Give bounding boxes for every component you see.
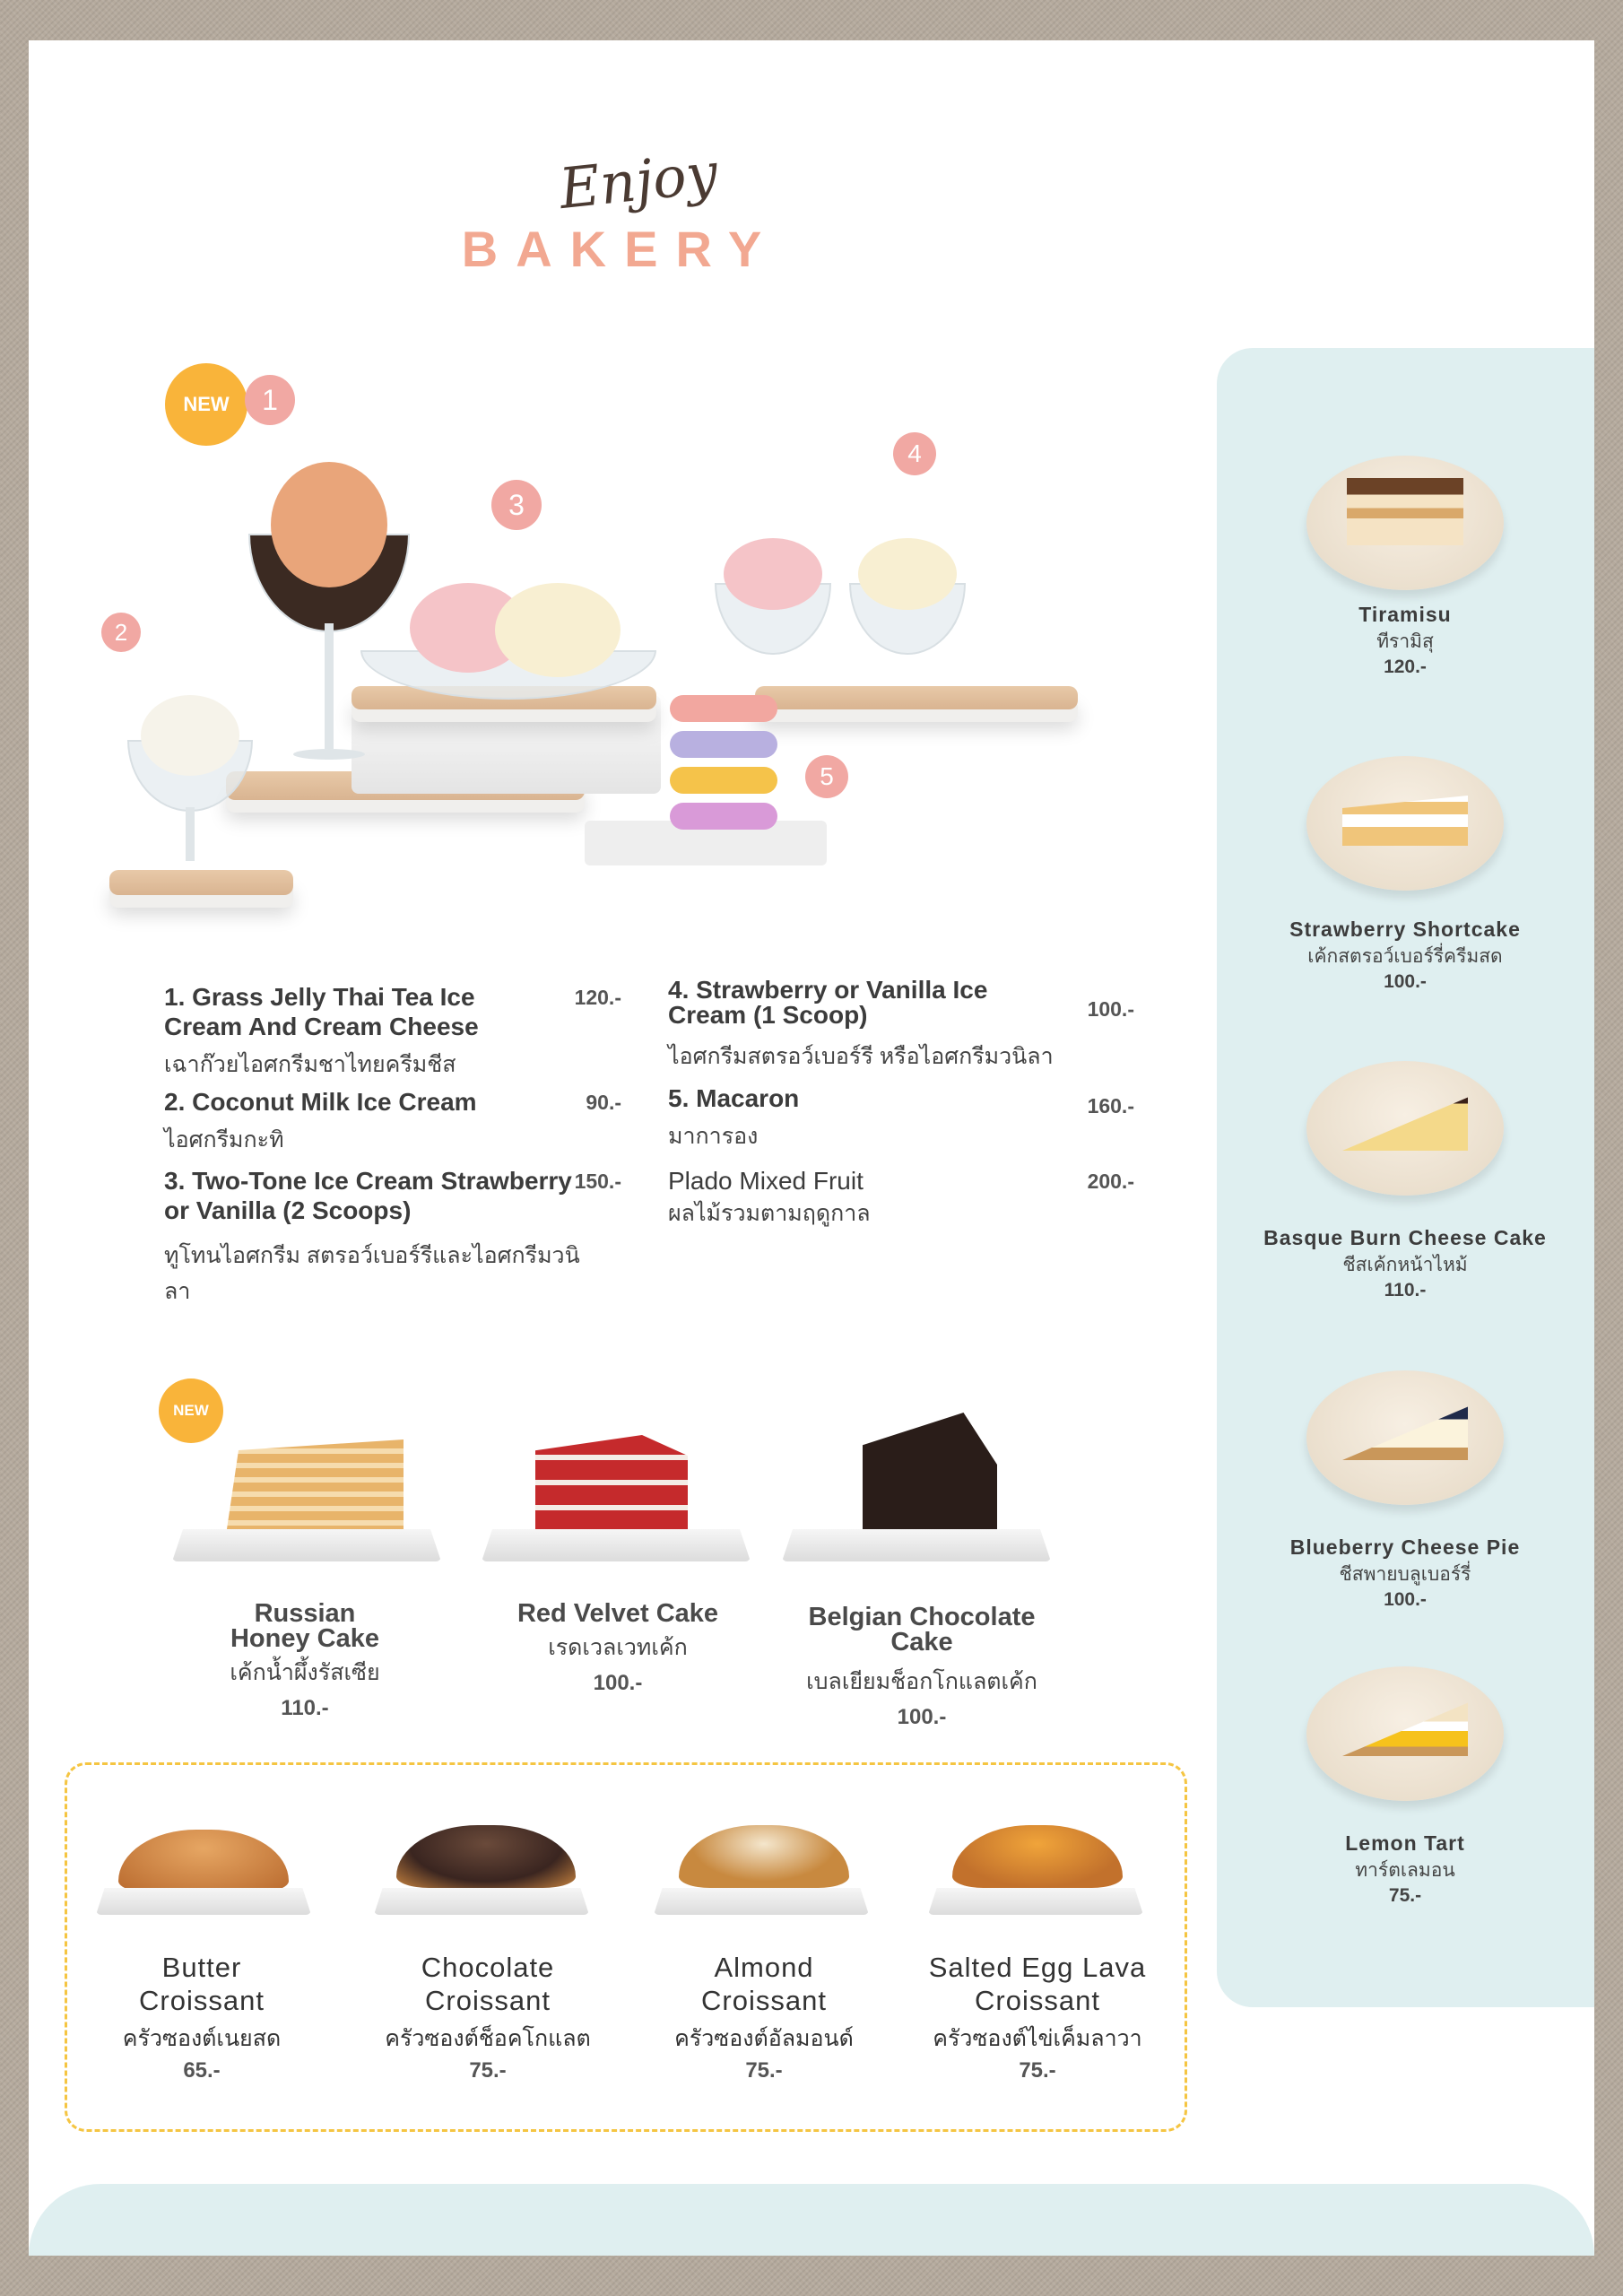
croissant-item: Butter Croissant ครัวซองต์เนยสด 65.- <box>122 1952 282 2083</box>
cake-item: Red Velvet Cake เรดเวลเวทเค้ก 100.- <box>516 1599 719 1695</box>
menu-item: Plado Mixed Fruit 200.- ผลไม้รวมตามฤดูกาล <box>668 1167 1134 1226</box>
strawberry-shortcake-image <box>1306 756 1504 891</box>
side-item: Strawberry Shortcake เค้กสตรอว์เบอร์รี่ครีมสด 100.- <box>1217 756 1593 993</box>
header-script: Enjoy <box>556 139 721 222</box>
new-badge: NEW <box>165 363 247 446</box>
menu-page <box>29 40 1594 2256</box>
side-item: Lemon Tart ทาร์ตเลมอน 75.- <box>1217 1666 1593 1907</box>
red-velvet-cake-image <box>535 1435 688 1538</box>
menu-item: 4. Strawberry or Vanilla Ice Cream (1 Scoop) 100.- ไอศกรีมสตรอว์เบอร์รี หรือไอศกรีมวนิลา <box>668 976 1134 1069</box>
cake-item: Russian Honey Cake เค้กน้ำผึ้งรัสเซีย 110.- <box>230 1599 380 1720</box>
item-number-4: 4 <box>893 432 936 475</box>
side-item: Basque Burn Cheese Cake ชีสเค้กหน้าไหม้ 110.- <box>1217 1061 1593 1301</box>
footer-band <box>29 2184 1594 2256</box>
lemon-tart-image <box>1306 1666 1504 1801</box>
basque-cheesecake-image <box>1306 1061 1504 1196</box>
item-number-2: 2 <box>101 613 141 652</box>
croissant-item: Almond Croissant ครัวซองต์อัลมอนด์ 75.- <box>674 1952 854 2083</box>
croissant-item: Salted Egg Lava Croissant ครัวซองต์ไข่เค็มลาวา 75.- <box>928 1952 1147 2083</box>
belgian-chocolate-cake-image <box>863 1413 997 1543</box>
page-title: BAKERY <box>461 221 780 277</box>
blueberry-cheese-pie-image <box>1306 1370 1504 1505</box>
new-badge: NEW <box>159 1378 223 1443</box>
croissant-item: Chocolate Croissant ครัวซองต์ช็อคโกแลต 75.- <box>385 1952 591 2083</box>
side-item: Tiramisu ทีรามิสุ 120.- <box>1217 456 1593 678</box>
item-number-5: 5 <box>805 755 848 798</box>
menu-item: 3. Two-Tone Ice Cream Strawberry or Vanilla (2 Scoops) 150.- ทูโทนไอศกรีม สตรอว์เบอร์รีและไอศกรีมวนิลา <box>164 1167 621 1304</box>
menu-item: 2. Coconut Milk Ice Cream 90.- ไอศกรีมกะทิ <box>164 1088 621 1152</box>
menu-item: 1. Grass Jelly Thai Tea Ice Cream And Cream Cheese 120.- เฉาก๊วยไอศกรีมชาไทยครีมชีส <box>164 983 621 1077</box>
side-item: Blueberry Cheese Pie ชีสพายบลูเบอร์รี่ 100.- <box>1217 1370 1593 1611</box>
menu-item: 5. Macaron 160.- มาการอง <box>668 1084 1134 1149</box>
cake-item: Belgian Chocolate Cake เบลเยียมช็อกโกแลตเค้ก 100.- <box>806 1603 1037 1729</box>
side-panel <box>1217 348 1594 2007</box>
item-number-1: 1 <box>245 375 295 425</box>
tiramisu-image <box>1306 456 1504 590</box>
item-number-3: 3 <box>491 480 542 530</box>
